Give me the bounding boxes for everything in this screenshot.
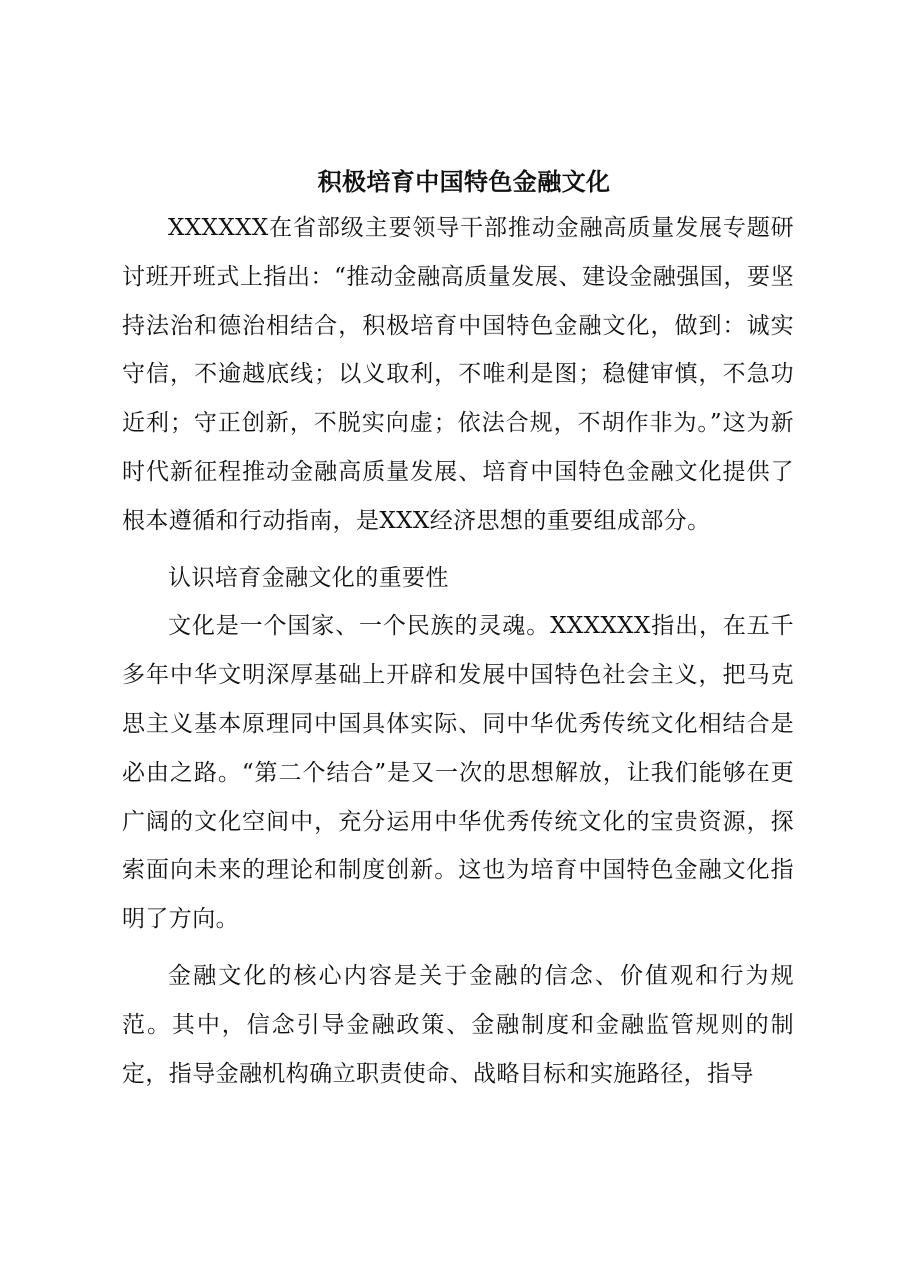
document-title: 积极培育中国特色金融文化 [317, 167, 611, 196]
document-page [122, 162, 794, 1098]
section-heading: 认识培育金融文化的重要性 [168, 564, 449, 591]
paragraph-intro: XXXXXX在省部级主要领导干部推动金融高质量发展专题研讨班开班式上指出：“推动金融高质量发展、建设金融强国，要坚持法治和德治相结合，积极培育中国特色金融文化，做到：诚实守信，不逾越底线；以义取利，不唯利是图；稳健审慎，不急功近利；守正创新，不脱实向虚；依法合规，不胡作非为。”这为新时代新征程推动金融高质量发展、培育中国特色金融文化提供了根本遵循和行动指南，是XXX经济思想的重要组成部分。 [122, 215, 794, 534]
paragraph-core-content: 金融文化的核心内容是关于金融的信念、价值观和行为规范。其中，信念引导金融政策、金融制度和金融监管规则的制定，指导金融机构确立职责使命、战略目标和实施路径，指导 [122, 962, 794, 1087]
paragraph-culture: 文化是一个国家、一个民族的灵魂。XXXXXX指出，在五千多年中华文明深厚基础上开辟和发展中国特色社会主义，把马克思主义基本原理同中国具体实际、同中华优秀传统文化相结合是必由之路。“第二个结合”是又一次的思想解放，让我们能够在更广阔的文化空间中，充分运用中华优秀传统文化的宝贵资源，探索面向未来的理论和制度创新。这也为培育中国特色金融文化指明了方向。 [122, 613, 794, 933]
